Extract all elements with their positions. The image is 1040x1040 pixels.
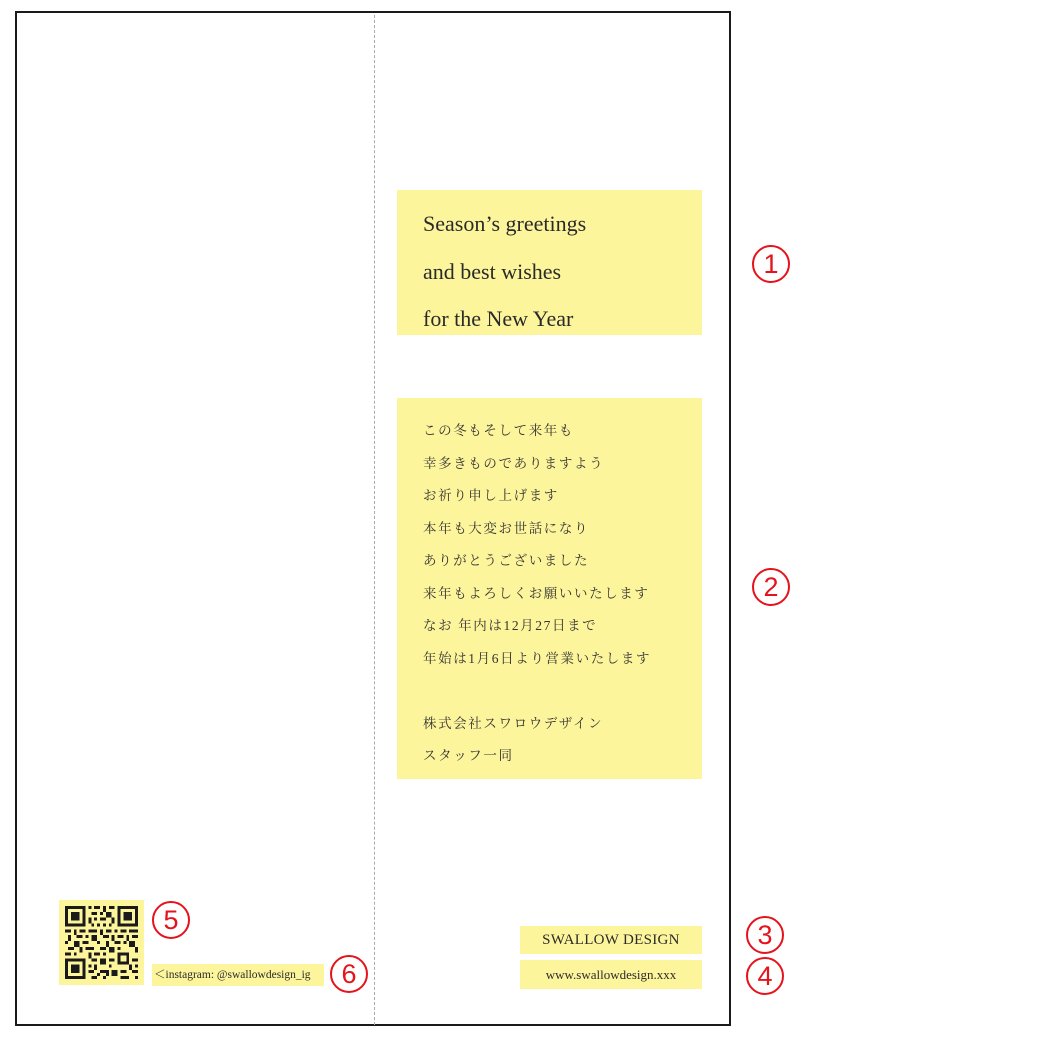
message-line: 本年も大変お世話になり xyxy=(423,520,590,536)
greeting-box xyxy=(397,190,702,335)
message-line: 来年もよろしくお願いいたします xyxy=(423,585,650,601)
greeting-line-1: Season’s greetings xyxy=(423,211,587,236)
message-line: お祈り申し上げます xyxy=(423,488,559,503)
message-box xyxy=(397,398,702,779)
qr-code-icon xyxy=(65,906,138,979)
message-line: ありがとうございました xyxy=(423,553,590,568)
greeting-line-3: for the New Year xyxy=(423,306,574,331)
fold-line xyxy=(374,15,375,1025)
marker-6: 6 xyxy=(330,955,368,993)
marker-2: 2 xyxy=(752,568,790,606)
marker-3: 3 xyxy=(746,916,784,954)
message-line: この冬もそして来年も xyxy=(423,423,574,438)
instagram-handle[interactable]: ＜instagram: @swallowdesign_ig xyxy=(152,964,324,986)
qr-code-box xyxy=(59,900,144,985)
website-url[interactable]: www.swallowdesign.xxx xyxy=(520,960,702,989)
marker-1: 1 xyxy=(752,245,790,283)
message-line: 幸多きものでありますよう xyxy=(423,455,605,471)
message-line: 年始は1月6日より営業いたします xyxy=(423,650,652,666)
company-name: SWALLOW DESIGN xyxy=(520,926,702,954)
marker-4: 4 xyxy=(746,957,784,995)
signature-company: 株式会社スワロウデザイン xyxy=(423,715,604,731)
greeting-line-2: and best wishes xyxy=(423,258,562,284)
message-spacer xyxy=(423,675,702,708)
message-line: なお 年内は12月27日まで xyxy=(423,618,598,633)
marker-5: 5 xyxy=(152,901,190,939)
signature-staff: スタッフ一同 xyxy=(423,748,514,763)
